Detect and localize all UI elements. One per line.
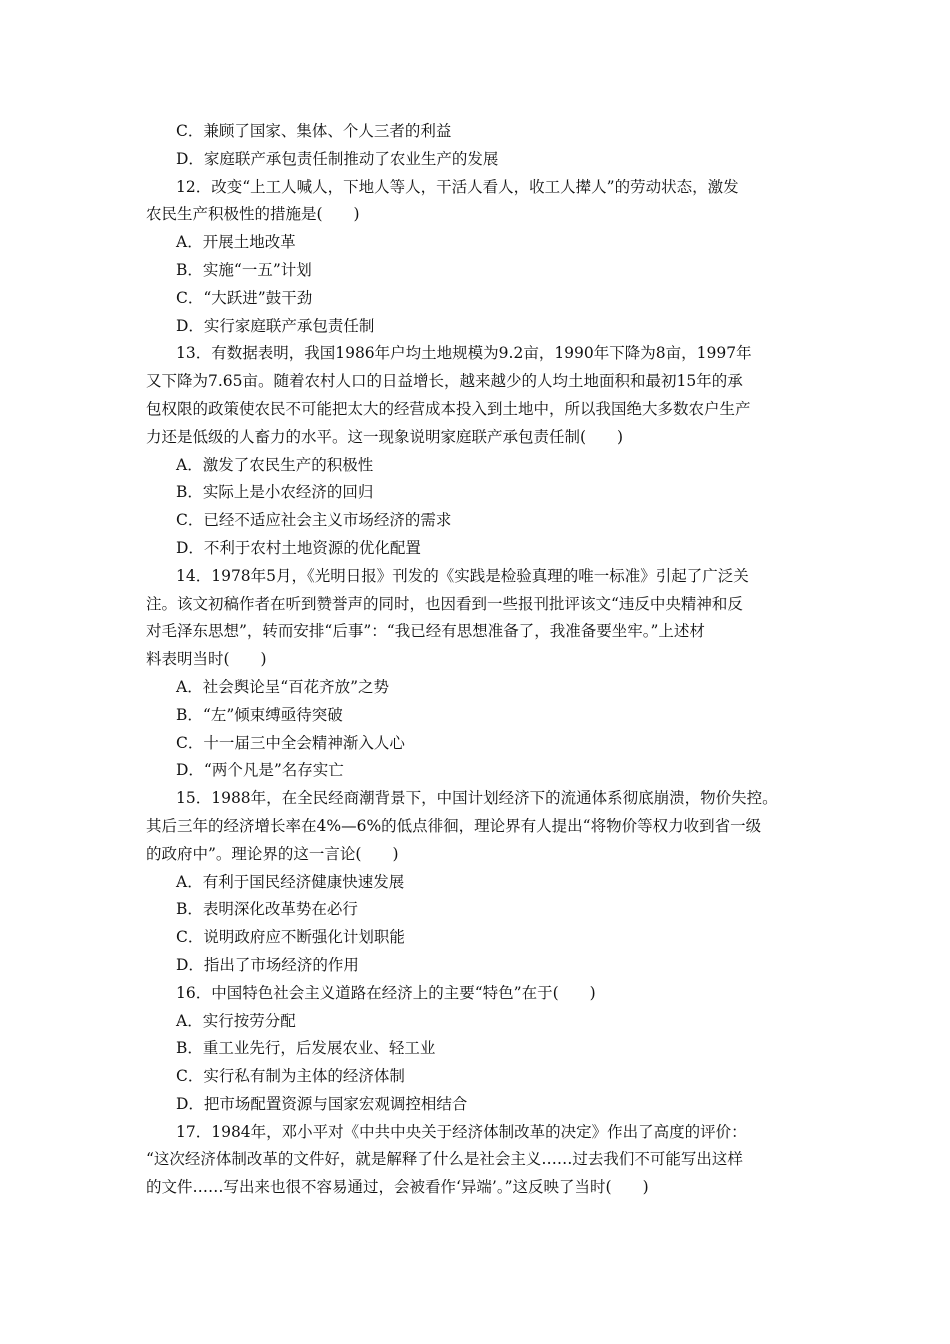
- option-text: B．“左”倾束缚亟待突破: [176, 705, 343, 724]
- option-text: A．实行按劳分配: [176, 1011, 296, 1030]
- question-stem-continuation: 对毛泽东思想”，转而安排“后事”：“我已经有思想准备了，我准备要坐牢。”上述材: [146, 622, 705, 641]
- option-text: D．把市场配置资源与国家宏观调控相结合: [176, 1094, 468, 1113]
- option-text: C．十一届三中全会精神渐入人心: [176, 733, 405, 752]
- option-text: C．说明政府应不断强化计划职能: [176, 928, 405, 947]
- question-stem-continuation: 农民生产积极性的措施是( ): [146, 205, 360, 224]
- option-text: A．开展土地改革: [176, 233, 296, 252]
- option-text: B．实施“一五”计划: [176, 260, 312, 279]
- question-15-stem: 15．1988年，在全民经商潮背景下，中国计划经济下的流通体系彻底崩溃，物价失控。: [176, 789, 778, 808]
- question-16-stem: 16．中国特色社会主义道路在经济上的主要“特色”在于( ): [176, 983, 596, 1002]
- question-stem-continuation: 的文件……写出来也很不容易通过，会被看作‘异端’。”这反映了当时( ): [146, 1178, 649, 1197]
- question-stem-continuation: 又下降为7.65亩。随着农村人口的日益增长，越来越少的人均土地面积和最初15年的承: [146, 372, 743, 391]
- option-text: B．重工业先行，后发展农业、轻工业: [176, 1039, 436, 1058]
- option-text: D．实行家庭联产承包责任制: [176, 316, 375, 335]
- option-text: C．实行私有制为主体的经济体制: [176, 1067, 405, 1086]
- question-13-stem: 13．有数据表明，我国1986年户均土地规模为9.2亩，1990年下降为8亩，1997年: [176, 344, 752, 363]
- option-text: D．“两个凡是”名存实亡: [176, 761, 344, 780]
- question-17-stem: 17．1984年，邓小平对《中共中央关于经济体制改革的决定》作出了高度的评价：: [176, 1122, 747, 1141]
- option-text: C．已经不适应社会主义市场经济的需求: [176, 511, 452, 530]
- question-stem-continuation: 力还是低级的人畜力的水平。这一现象说明家庭联产承包责任制( ): [146, 427, 624, 446]
- question-stem-continuation: “这次经济体制改革的文件好，就是解释了什么是社会主义……过去我们不可能写出这样: [146, 1150, 743, 1169]
- option-text: B．表明深化改革势在必行: [176, 900, 358, 919]
- option-text: C．“大跃进”鼓干劲: [176, 288, 313, 307]
- question-stem-continuation: 其后三年的经济增长率在4%—6%的低点徘徊，理论界有人提出“将物价等权力收到省一级: [146, 816, 762, 835]
- question-stem-continuation: 料表明当时( ): [146, 650, 267, 669]
- option-text: D．指出了市场经济的作用: [176, 955, 359, 974]
- question-14-stem: 14．1978年5月，《光明日报》刊发的《实践是检验真理的唯一标准》引起了广泛关: [176, 566, 749, 585]
- option-text: A．社会舆论呈“百花齐放”之势: [176, 677, 390, 696]
- option-text: B．实际上是小农经济的回归: [176, 483, 374, 502]
- question-stem-continuation: 注。该文初稿作者在听到赞誉声的同时，也因看到一些报刊批评该文“违反中央精神和反: [146, 594, 743, 613]
- option-text: D．家庭联产承包责任制推动了农业生产的发展: [176, 149, 499, 168]
- document-page: [146, 118, 816, 1202]
- question-stem-continuation: 包权限的政策使农民不可能把太大的经营成本投入到土地中，所以我国绝大多数农户生产: [146, 399, 751, 418]
- option-text: D．不利于农村土地资源的优化配置: [176, 538, 421, 557]
- option-text: A．有利于国民经济健康快速发展: [176, 872, 405, 891]
- option-text: A．激发了农民生产的积极性: [176, 455, 374, 474]
- option-text: C．兼顾了国家、集体、个人三者的利益: [176, 122, 452, 140]
- question-12-stem: 12．改变“上工人喊人，下地人等人，干活人看人，收工人撵人”的劳动状态，激发: [176, 177, 739, 196]
- question-stem-continuation: 的政府中”。理论界的这一言论( ): [146, 844, 399, 863]
